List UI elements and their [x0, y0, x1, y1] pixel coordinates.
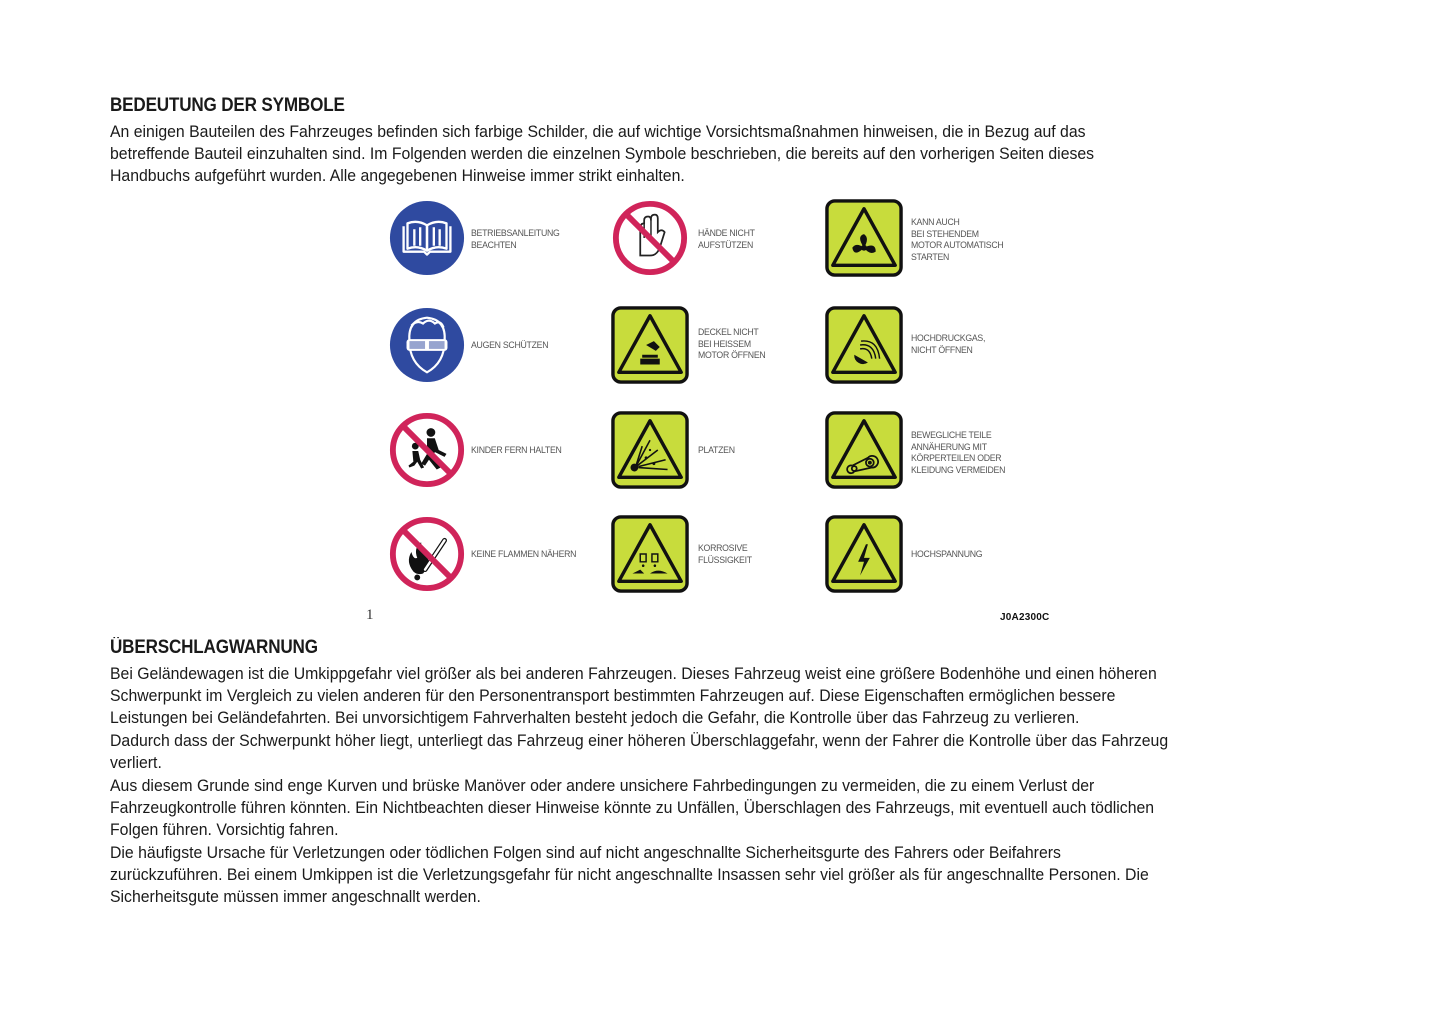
section-heading-rollover-warning: ÜBERSCHLAGWARNUNG	[110, 637, 318, 658]
section-heading-symbols: BEDEUTUNG DER SYMBOLE	[110, 95, 345, 116]
rollover-warning-paragraph	[110, 663, 1168, 908]
text-line: Handbuchs aufgeführt wurden. Alle angegebenen Hinweise immer strikt einhalten.	[110, 166, 685, 185]
text-line: Folgen führen. Vorsichtig fahren.	[110, 820, 339, 839]
text-line: betreffende Bauteil einzuhalten sind. Im Folgenden werden die einzelnen Symbole beschrieben, die bereits auf den vorherigen Seiten dieses	[110, 144, 1095, 163]
text-line: Bei Geländewagen ist die Umkippgefahr viel größer als bei anderen Fahrzeugen. Dieses Fahrzeug weist eine größere Bodenhöhe und einen höheren	[110, 664, 1157, 683]
text-line: Aus diesem Grunde sind enge Kurven und brüske Manöver oder andere unsichere Fahrbedingungen zu vermeiden, die zu einem Verlust der	[110, 776, 1095, 795]
text-line: Sicherheitsgute müssen immer angeschnallt werden.	[110, 887, 481, 906]
eye-protection-icon	[388, 306, 466, 384]
sign-label: HOCHSPANNUNG	[911, 549, 983, 560]
sign-label: BETRIEBSANLEITUNG BEACHTEN	[471, 228, 560, 251]
symbols-intro-paragraph	[110, 121, 1094, 187]
text-line: Dadurch dass der Schwerpunkt höher liegt, unterliegt das Fahrzeug einer höheren Überschlaggefahr, wenn der Fahrer die Kontrolle über das Fahrzeug	[110, 731, 1169, 750]
sign-label: KORROSIVE FLÜSSIGKEIT	[698, 543, 752, 566]
no-hand-support-icon	[611, 199, 689, 277]
figure-number: 1	[366, 607, 374, 623]
sign-label: AUGEN SCHÜTZEN	[471, 340, 549, 351]
fan-auto-start-icon	[825, 199, 903, 277]
sign-label: PLATZEN	[698, 445, 735, 456]
hot-cap-icon	[611, 306, 689, 384]
keep-children-away-icon	[388, 411, 466, 489]
high-voltage-icon	[825, 515, 903, 593]
sign-label: KANN AUCH BEI STEHENDEM MOTOR AUTOMATISCH STARTEN	[911, 217, 1004, 263]
sign-label: HÄNDE NICHT AUFSTÜTZEN	[698, 228, 755, 251]
moving-parts-icon	[825, 411, 903, 489]
text-line: zurückzuführen. Bei einem Umkippen ist die Verletzungsgefahr für nicht angeschnallte Insassen sehr viel größer als für angeschnallte Personen. Die	[110, 865, 1149, 884]
text-line: verliert.	[110, 753, 162, 772]
sign-label: KEINE FLAMMEN NÄHERN	[471, 549, 577, 560]
high-pressure-gas-icon	[825, 306, 903, 384]
sign-label: BEWEGLICHE TEILE ANNÄHERUNG MIT KÖRPERTEILEN ODER KLEIDUNG VERMEIDEN	[911, 430, 1006, 476]
figure-code: J0A2300C	[1000, 612, 1050, 623]
text-line: Fahrzeugkontrolle führen könnten. Ein Nichtbeachten dieser Hinweise könnte zu Unfällen, Überschlagen des Fahrzeugs, mit eventuell auch tödlichen	[110, 798, 1155, 817]
sign-label: DECKEL NICHT BEI HEISSEM MOTOR ÖFFNEN	[698, 327, 766, 361]
sign-label: HOCHDRUCKGAS, NICHT ÖFFNEN	[911, 333, 986, 356]
sign-label: KINDER FERN HALTEN	[471, 445, 562, 456]
read-manual-icon	[388, 199, 466, 277]
text-line: Schwerpunkt im Vergleich zu vielen anderen für den Personentransport bestimmten Fahrzeugen auf. Diese Eigenschaften ermöglichen bessere	[110, 686, 1116, 705]
safety-symbols-figure	[360, 195, 1060, 635]
corrosive-liquid-icon	[611, 515, 689, 593]
explosion-icon	[611, 411, 689, 489]
text-line: An einigen Bauteilen des Fahrzeuges befinden sich farbige Schilder, die auf wichtige Vorsichtsmaßnahmen hinweisen, die in Bezug auf das	[110, 122, 1086, 141]
text-line: Leistungen bei Geländefahrten. Bei unvorsichtigem Fahrverhalten besteht jedoch die Gefahr, die Kontrolle über das Fahrzeug zu verlieren.	[110, 708, 1080, 727]
no-open-flame-icon	[388, 515, 466, 593]
text-line: Die häufigste Ursache für Verletzungen oder tödlichen Folgen sind auf nicht angeschnallte Sicherheitsgurte des Fahrers oder Beifahrers	[110, 843, 1061, 862]
